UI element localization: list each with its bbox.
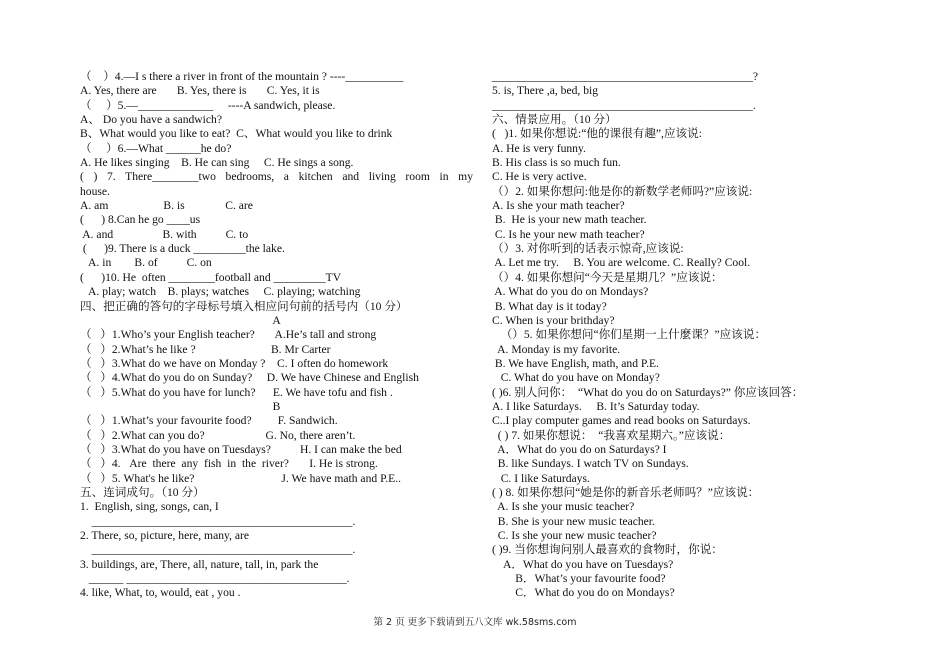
left-column-line: ( )10. He often ________football and _________TV (80, 270, 342, 284)
left-column-line: A. He likes singing B. He can sing C. He sings a song. (80, 156, 354, 170)
left-column-line: B (272, 399, 281, 413)
left-column-line: ( ) 8.Can he go ____us (80, 213, 201, 227)
right-column-line: A. What do you do on Mondays? (492, 285, 649, 299)
right-column (492, 70, 804, 601)
right-column-line: C. Is he your new math teacher? (492, 227, 645, 241)
left-column-line: B、What would you like to eat? C、What would you like to drink (80, 127, 393, 141)
left-column-line: A. Yes, there are B. Yes, there is C. Yes, it is (80, 84, 320, 98)
left-column-line: ( )9. There is a duck _________the lake. (80, 242, 285, 256)
right-column-line: ( )1. 如果你想说:“他的课很有趣”,应该说: (492, 127, 702, 141)
right-column-line: ( ) 7. 如果你想说： “我喜欢星期六。”应该说： (492, 428, 731, 442)
left-column-line: ( ) 7. There________two bedrooms, a kitchen and living room in my (80, 170, 473, 184)
left-column-line: A. play; watch B. plays; watches C. playing; watching (80, 285, 361, 299)
left-column-line: 四、把正确的答句的字母标号填入相应问句前的括号内（10 分） (80, 299, 408, 313)
page-footer: 第 2 页 更多下载请到五八文库 wk.58sms.com (373, 617, 577, 628)
right-column-line: B. His class is so much fun. (492, 156, 621, 170)
left-column-line: A. and B. with C. to (80, 227, 249, 241)
left-column-line: （ ）4.—I s there a river in front of the mountain ? ----__________ (80, 70, 404, 83)
left-column-line: （ ）5.—_____________ ----A sandwich, please. (80, 98, 336, 112)
right-column-line: A．What do you do on Saturdays? I (492, 442, 667, 456)
left-column-line: 3. buildings, are, There, all, nature, tall, in, park the (80, 557, 319, 571)
right-column-line: B．What’s your favourite food? (492, 572, 666, 586)
left-column-line: 2. There, so, picture, here, many, are (80, 529, 250, 542)
left-column (80, 70, 473, 601)
right-column-line: B. like Sundays. I watch TV on Sundays. (492, 457, 689, 471)
right-column-line: A. Let me try. B. You are welcome. C. Really? Cool. (492, 256, 751, 270)
right-column-line: ( ) 8. 如果你想问“她是你的新音乐老师吗？”应该说： (492, 485, 760, 499)
left-column-line: 4. like, What, to, would, eat , you . (80, 586, 241, 600)
right-column-line: _____________________________________________? (492, 70, 759, 83)
right-column-line: C. What do you have on Monday? (492, 371, 660, 385)
left-column-line: （ ）3.What do we have on Monday ? C. I often do homework (80, 356, 389, 370)
right-column-line: B. He is your new math teacher. (492, 213, 647, 227)
left-column-line: 五、连词成句。（10 分） (80, 485, 205, 499)
left-column-line: house. (80, 184, 110, 198)
right-column-line: B. She is your new music teacher. (492, 514, 655, 528)
right-column-line: C. I like Saturdays. (492, 471, 590, 485)
right-column-line: B. What day is it today? (492, 299, 607, 313)
right-column-line: _____________________________________________. (492, 98, 756, 112)
left-column-line: 1. English, sing, songs, can, I (80, 500, 219, 514)
left-column-line: A. in B. of C. on (80, 256, 212, 270)
right-column-line: C．What do you do on Mondays? (492, 586, 675, 600)
right-column-line: C. He is very active. (492, 170, 587, 184)
left-column-line: （ ）3.What do you have on Tuesdays? H. I can make the bed (80, 442, 402, 456)
left-column-line: A、 Do you have a sandwich? (80, 113, 222, 127)
left-column-line: ______ ______________________________________. (80, 572, 350, 586)
left-column-line: _____________________________________________. (80, 543, 356, 557)
left-column-line: （ ）5. What's he like? J. We have math and P.E.. (80, 471, 402, 485)
left-column-line: （ ）4.What do you do on Sunday? D. We have Chinese and English (80, 371, 419, 385)
right-column-line: A. Is she your music teacher? (492, 500, 635, 514)
left-column-line: （ ）2.What’s he like ? B. Mr Carter (80, 342, 331, 356)
right-column-line: ( )9. 当你想询问别人最喜欢的食物时，你说： (492, 543, 723, 557)
left-column-line: （ ）2.What can you do? G. No, there aren’t. (80, 428, 356, 442)
left-column-line: （ ）4. Are there any fish in the river? I. He is strong. (80, 457, 378, 471)
right-column-line: A. I like Saturdays. B. It’s Saturday today. (492, 399, 700, 413)
right-column-line: A．What do you have on Tuesdays? (492, 557, 674, 571)
right-column-line: C. Is she your new music teacher? (492, 529, 657, 542)
right-column-line: C..I play computer games and read books on Saturdays. (492, 414, 751, 428)
right-column-line: （）3. 对你听到的话表示惊奇,应该说: (492, 242, 684, 256)
left-column-line: A (272, 313, 281, 327)
right-column-line: A. He is very funny. (492, 141, 586, 155)
right-column-line: 六、情景应用。（10 分） (492, 113, 617, 127)
right-column-line: （）2. 如果你想问:他是你的新数学老师吗?”应该说: (492, 184, 753, 198)
right-column-line: 5. is, There ,a, bed, big (492, 84, 599, 98)
right-column-line: A. Monday is my favorite. (492, 342, 621, 356)
left-column-line: （ ）6.—What ______he do? (80, 141, 232, 155)
right-column-line: （）5. 如果你想问“你们星期一上什麼课？”应该说： (492, 328, 767, 342)
left-column-line: （ ）1.Who’s your English teacher? A.He’s tall and strong (80, 328, 377, 342)
right-column-line: C. When is your brithday? (492, 313, 615, 327)
left-column-line: _____________________________________________. (80, 514, 356, 528)
left-column-line: （ ）5.What do you have for lunch? E. We have tofu and fish . (80, 385, 393, 399)
right-column-line: ( )6. 别人问你： “What do you do on Saturdays?” 你应该回答： (492, 385, 804, 399)
left-column-line: （ ）1.What’s your favourite food? F. Sandwich. (80, 414, 338, 428)
right-column-line: A. Is she your math teacher? (492, 199, 625, 213)
right-column-line: （）4. 如果你想问“今天是星期几？”应该说： (492, 270, 723, 284)
left-column-line: A. am B. is C. are (80, 199, 253, 213)
right-column-line: B. We have English, math, and P.E. (492, 356, 659, 370)
